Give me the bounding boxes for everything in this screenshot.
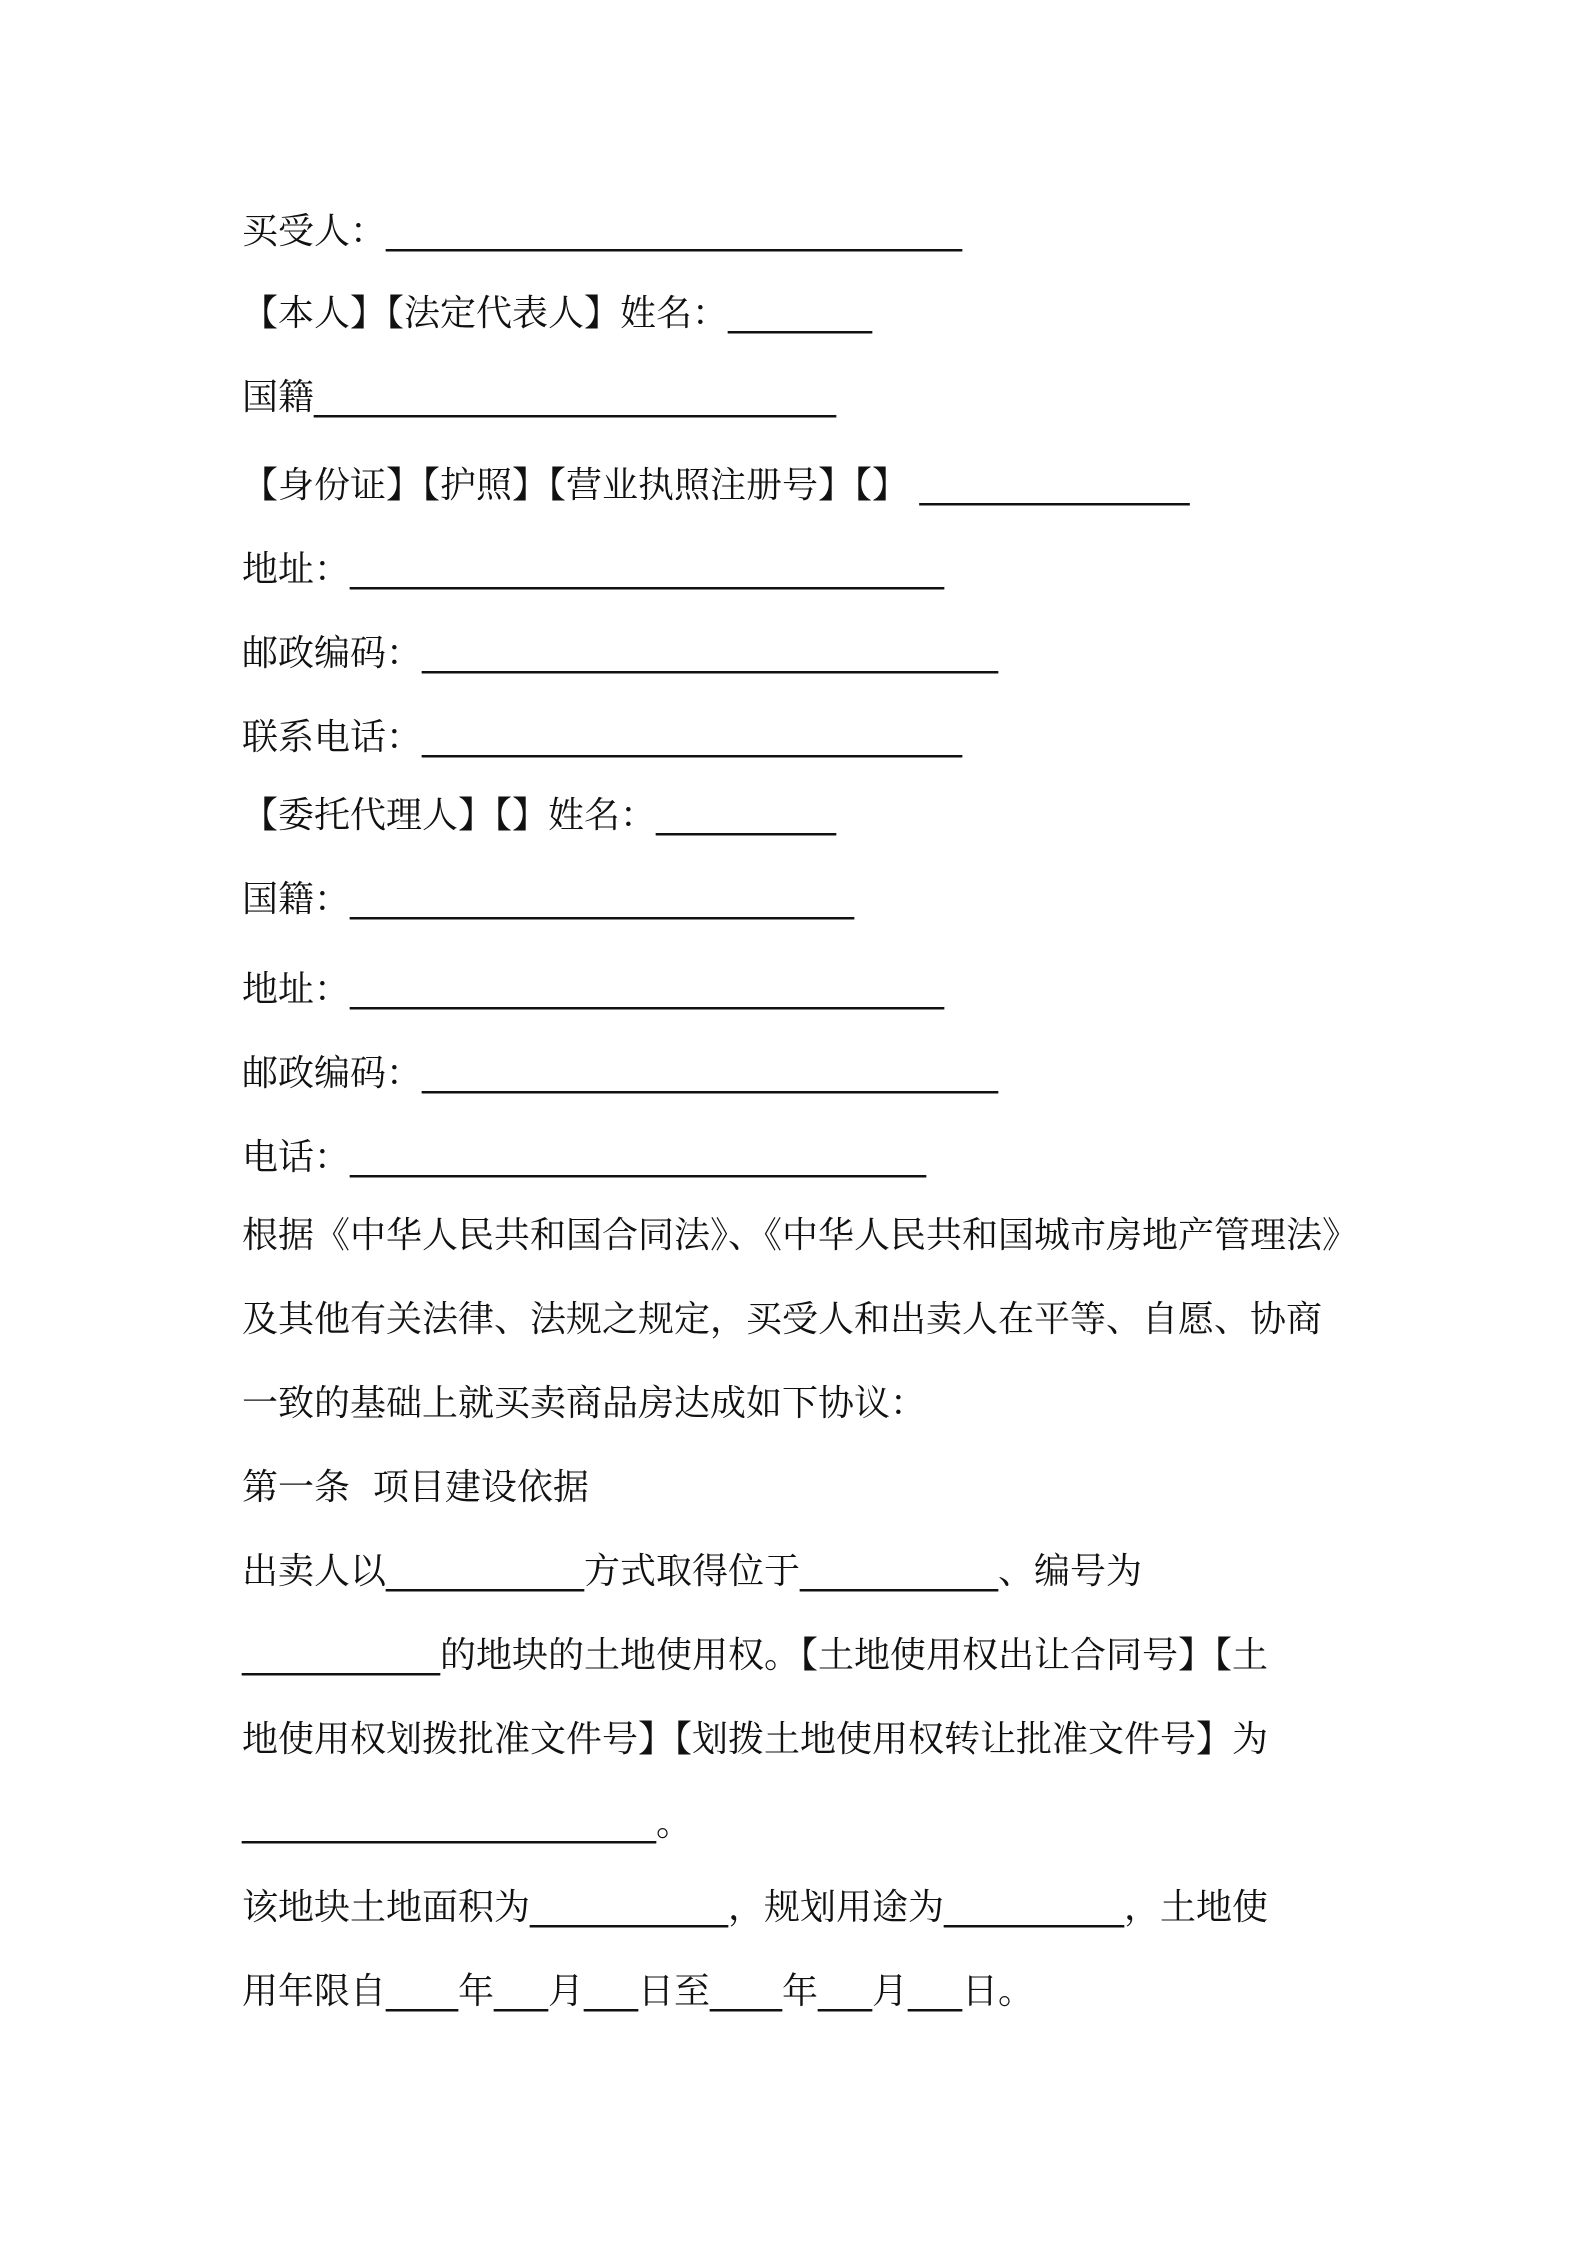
buyer-phone-line: 联系电话：______________________________ xyxy=(242,717,963,758)
article-line: 地使用权划拨批准文件号】【划拨土地使用权转让批准文件号】为 xyxy=(242,1719,1269,1760)
buyer-postcode-line: 邮政编码：________________________________ xyxy=(242,633,999,674)
preamble-line: 一致的基础上就买卖商品房达成如下协议： xyxy=(242,1383,927,1424)
preamble-line: 根据《中华人民共和国合同法》、《中华人民共和国城市房地产管理法》 xyxy=(242,1215,1359,1256)
buyer-line: 买受人：________________________________ xyxy=(242,211,963,252)
article-line: ___________的地块的土地使用权。【土地使用权出让合同号】【土 xyxy=(242,1635,1269,1676)
buyer-address-line: 地址：_________________________________ xyxy=(242,549,945,590)
preamble-line: 及其他有关法律、法规之规定，买受人和出卖人在平等、自愿、协商 xyxy=(242,1299,1323,1340)
article-line: 用年限自____年___月___日至____年___月___日。 xyxy=(242,1971,1035,2012)
agent-postcode-line: 邮政编码：________________________________ xyxy=(242,1053,999,1094)
buyer-nationality-line: 国籍_____________________________ xyxy=(242,377,836,418)
id-document-line: 【身份证】【护照】【营业执照注册号】【】 _______________ xyxy=(242,465,1190,506)
agent-name-line: 【委托代理人】【】姓名：__________ xyxy=(242,795,837,836)
agent-nationality-line: 国籍：____________________________ xyxy=(242,879,855,920)
article-line: 该地块土地面积为___________，规划用途为__________，土地使 xyxy=(242,1887,1269,1928)
article-heading: 第一条 项目建设依据 xyxy=(242,1467,589,1508)
representative-name-line: 【本人】【法定代表人】姓名：________ xyxy=(242,293,873,334)
agent-phone-line: 电话：________________________________ xyxy=(242,1137,927,1178)
agent-address-line: 地址：_________________________________ xyxy=(242,969,945,1010)
article-line: 出卖人以___________方式取得位于___________、编号为 xyxy=(242,1551,1143,1592)
article-line: _______________________。 xyxy=(242,1803,692,1844)
